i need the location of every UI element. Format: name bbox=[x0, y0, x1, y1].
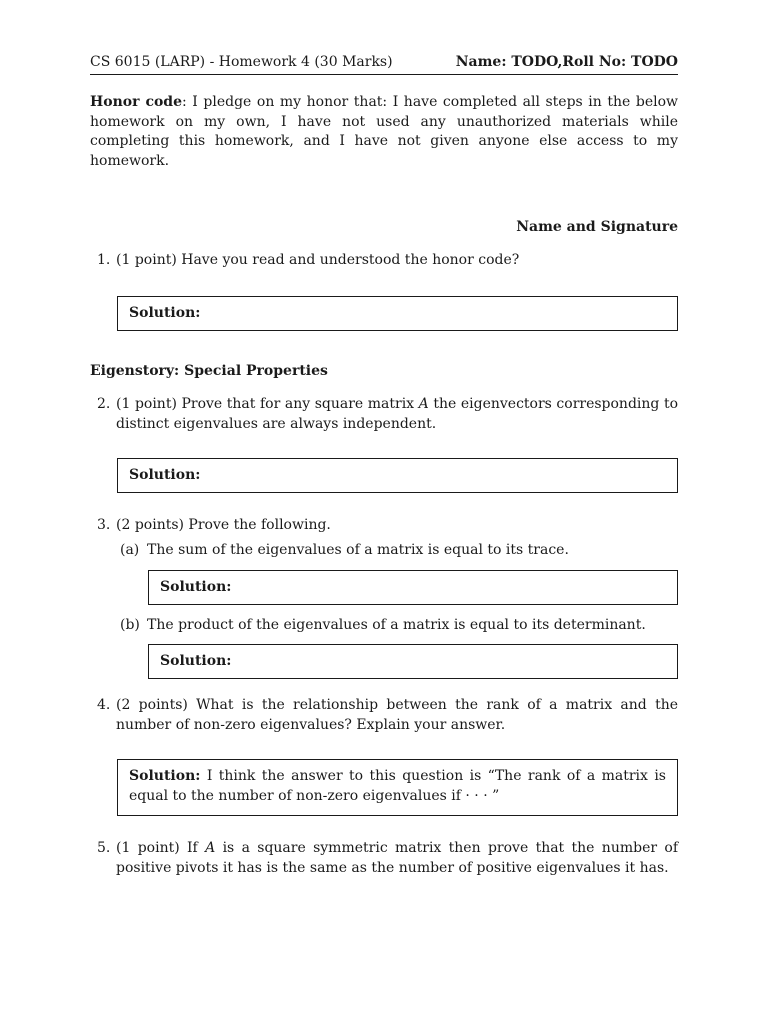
question-number: 2. bbox=[97, 396, 111, 412]
question-number: 3. bbox=[97, 517, 111, 533]
question-4 bbox=[90, 696, 678, 735]
homework-page bbox=[90, 0, 678, 1024]
solution-box-2[interactable] bbox=[117, 458, 678, 493]
solution-box-4[interactable] bbox=[117, 759, 678, 816]
question-number: 5. bbox=[97, 840, 111, 856]
question-3b bbox=[90, 616, 678, 635]
question-3a bbox=[90, 541, 678, 560]
solution-label: Solution: bbox=[129, 768, 201, 784]
question-text: (2 points) Prove the following. bbox=[116, 517, 331, 533]
course-title: CS 6015 (LARP) - Homework 4 (30 Marks) bbox=[90, 54, 393, 70]
name-roll-field: Name: TODO,Roll No: TODO bbox=[455, 54, 678, 70]
question-text bbox=[116, 839, 678, 878]
question-2 bbox=[90, 395, 678, 434]
page-header bbox=[90, 52, 678, 75]
honor-code-label: Honor code bbox=[90, 94, 183, 110]
solution-answer-text: I think the answer to this question is “The rank of a matrix is equal to the number of non-zero eigenvalues if · · · ” bbox=[129, 768, 666, 804]
math-variable: A bbox=[205, 840, 216, 856]
solution-label: Solution: bbox=[129, 305, 201, 321]
question-text-part: (1 point) If bbox=[116, 840, 206, 856]
solution-box-3a[interactable] bbox=[148, 570, 678, 605]
solution-box-3b[interactable] bbox=[148, 644, 678, 679]
question-text: (2 points) What is the relationship between the rank of a matrix and the number of non-zero eigenvalues? Explain your answer. bbox=[116, 697, 678, 733]
question-3 bbox=[90, 516, 678, 536]
math-variable: A bbox=[418, 396, 429, 412]
part-label: (b) bbox=[120, 617, 140, 633]
question-text: (1 point) Have you read and understood the honor code? bbox=[116, 252, 520, 268]
honor-code-paragraph bbox=[90, 93, 678, 171]
part-text: The sum of the eigenvalues of a matrix is equal to its trace. bbox=[147, 542, 569, 558]
solution-label: Solution: bbox=[129, 467, 201, 483]
question-1 bbox=[90, 251, 678, 271]
solution-label: Solution: bbox=[160, 653, 232, 669]
honor-code-text: : I pledge on my honor that: I have completed all steps in the below homework on my own, I have not used any unauthorized materials while completing this homework, and I have not given anyone else access to my homework. bbox=[90, 94, 678, 169]
question-number: 4. bbox=[97, 697, 111, 713]
signature-label: Name and Signature bbox=[516, 219, 678, 235]
part-text: The product of the eigenvalues of a matrix is equal to its determinant. bbox=[147, 617, 646, 633]
part-label: (a) bbox=[120, 542, 140, 558]
question-text-part: (1 point) Prove that for any square matrix bbox=[116, 396, 419, 412]
section-title: Eigenstory: Special Properties bbox=[90, 363, 328, 379]
question-text bbox=[116, 395, 678, 434]
question-5 bbox=[90, 839, 678, 878]
solution-box-1[interactable] bbox=[117, 296, 678, 331]
question-text-part: is a square symmetric matrix then prove that the number of positive pivots it has is the same as the number of positive eigenvalues it has. bbox=[116, 840, 679, 876]
solution-label: Solution: bbox=[160, 579, 232, 595]
question-text-part: the eigenvectors corresponding to distinct eigenvalues are always independent. bbox=[116, 396, 678, 432]
question-number: 1. bbox=[97, 252, 111, 268]
